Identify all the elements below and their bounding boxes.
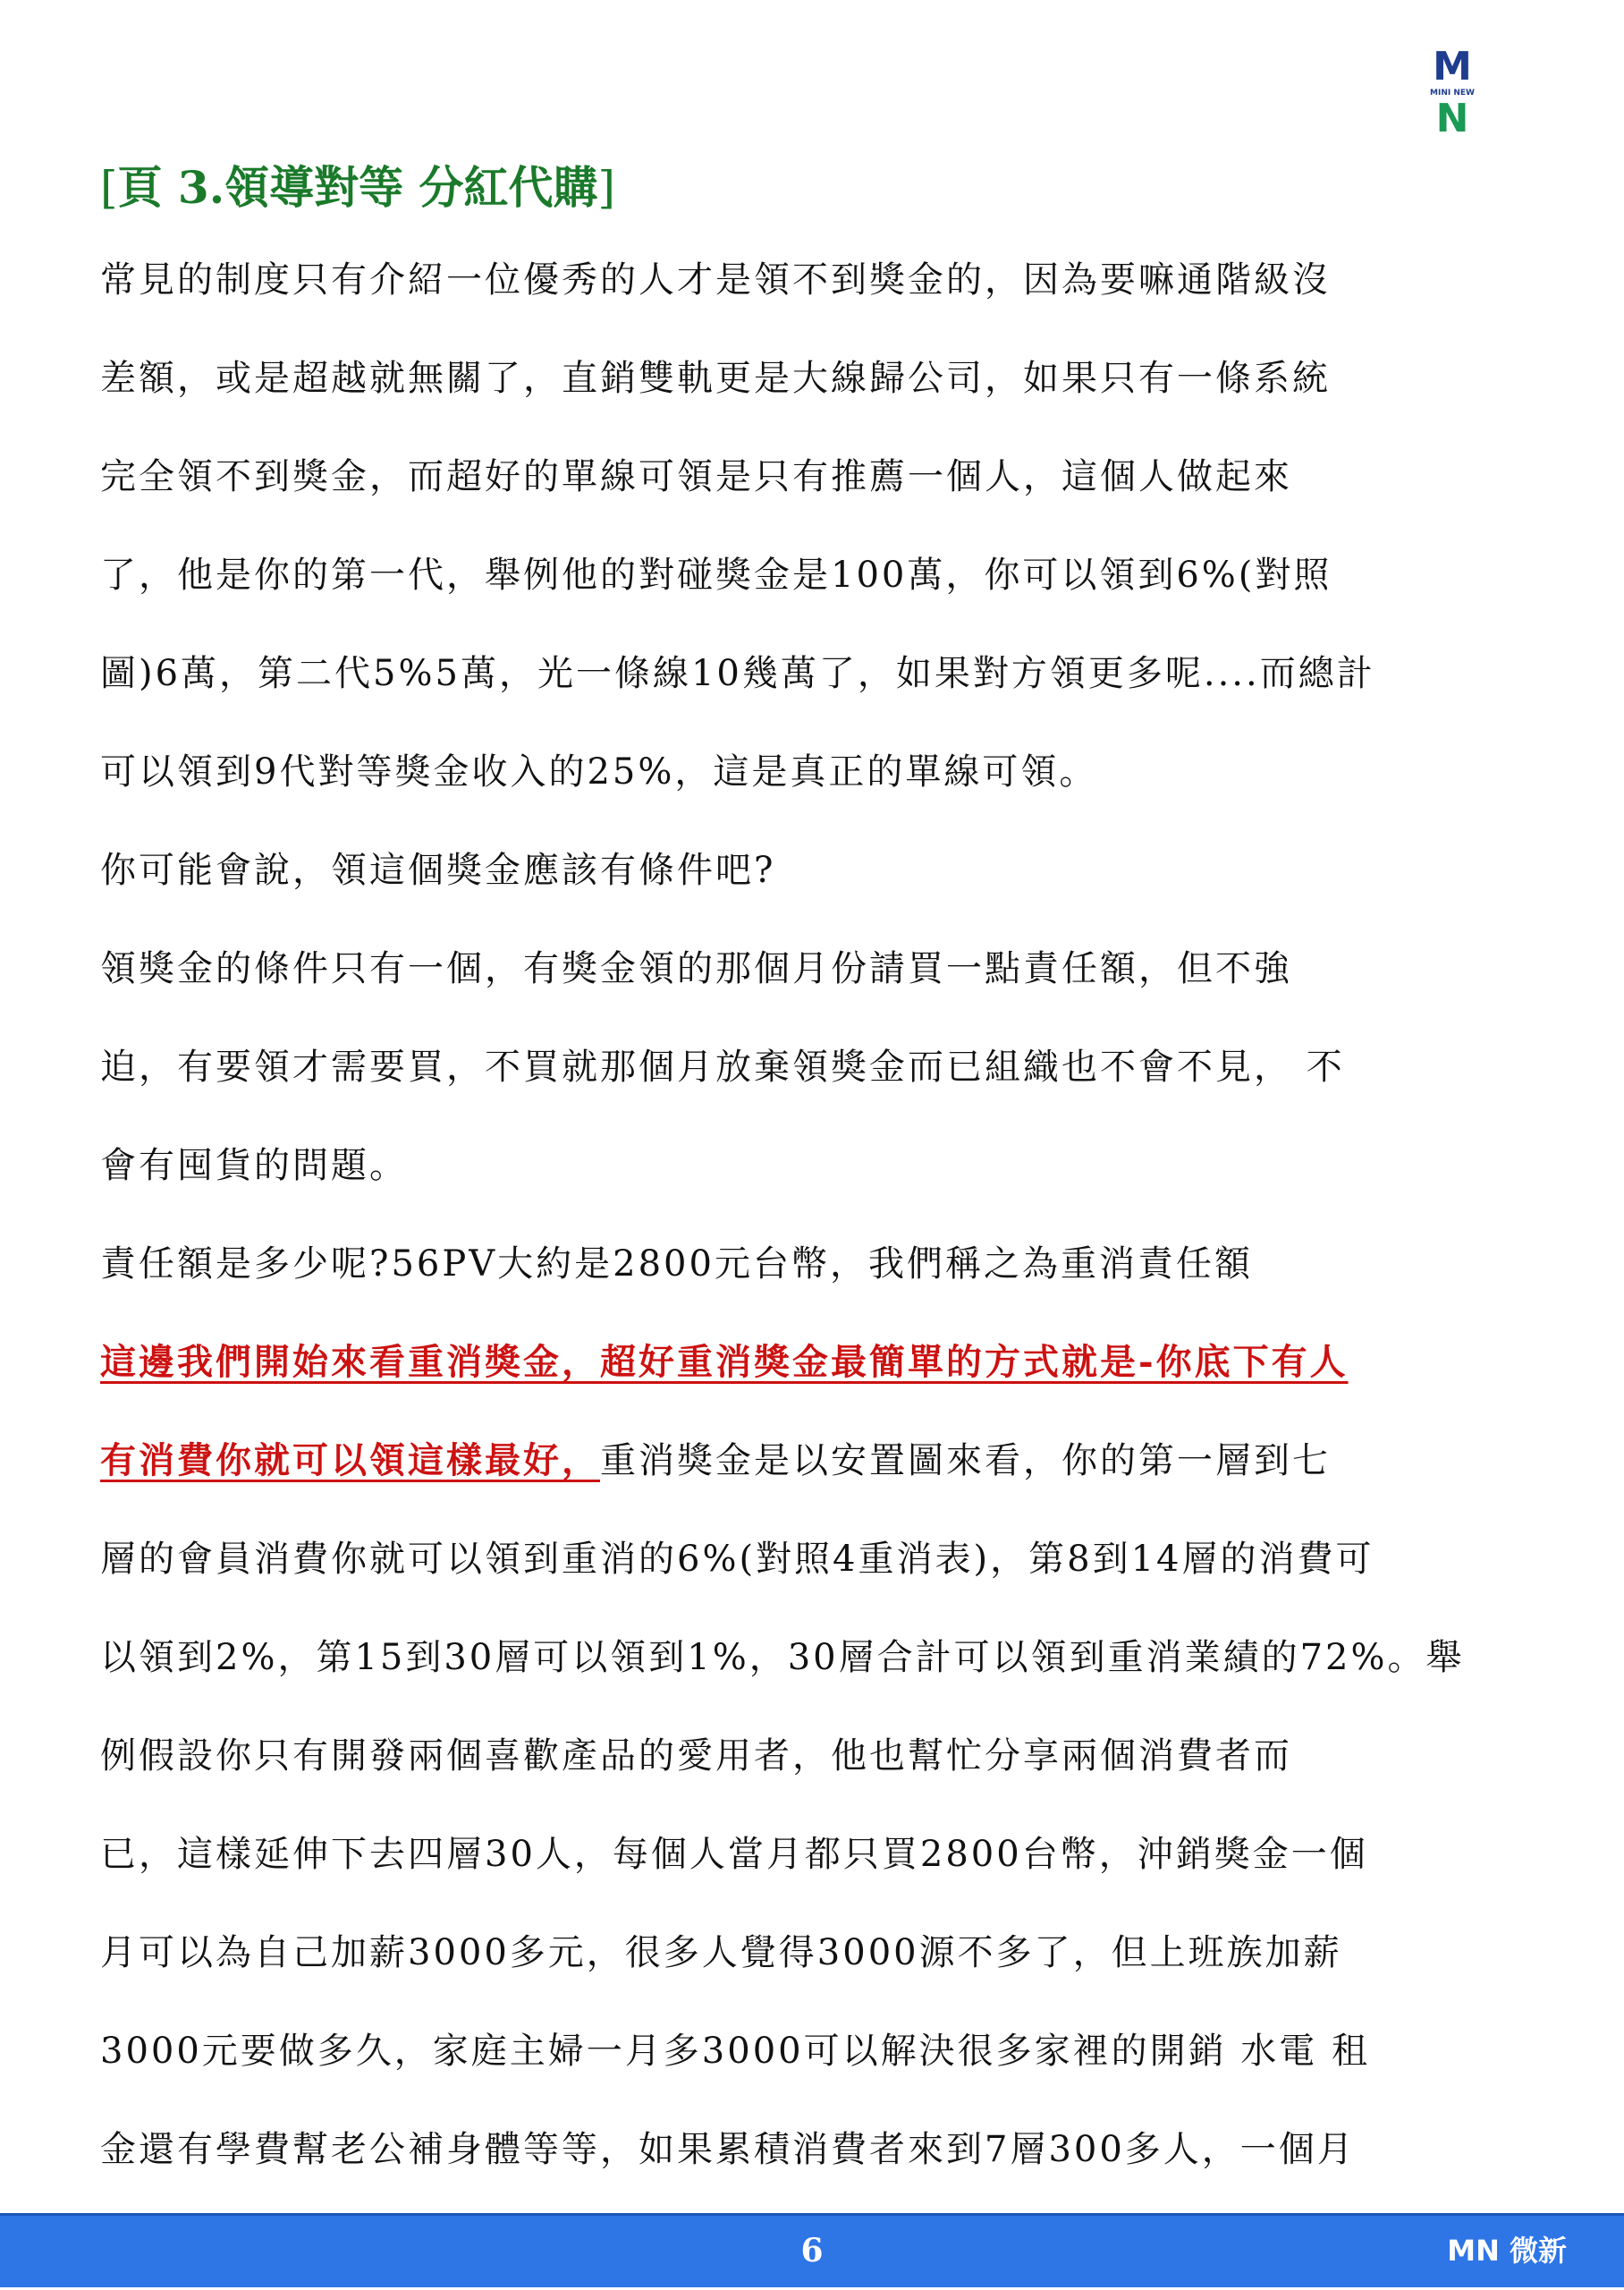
paragraph-line: 以領到2%，第15到30層可以領到1%，30層合計可以領到重消業績的72%。舉 xyxy=(100,1637,1465,1678)
heading-text: 頁 3.領導對等 分紅代購 xyxy=(117,161,598,214)
paragraph-line: 已，這樣延伸下去四層30人，每個人當月都只買2800台幣，沖銷獎金一個 xyxy=(100,1834,1368,1875)
highlight-text: 有消費你就可以領這樣最好， xyxy=(100,1439,600,1481)
mini-new-logo xyxy=(1422,44,1483,145)
paragraph-line: 層的會員消費你就可以領到重消的6%(對照4重消表)，第8到14層的消費可 xyxy=(100,1539,1374,1580)
document-body xyxy=(100,161,1522,2199)
paragraph-line: 圖)6萬，第二代5%5萬，光一條線10幾萬了，如果對方領更多呢....而總計 xyxy=(100,653,1375,694)
paragraph-line: 領獎金的條件只有一個，有獎金領的那個月份請買一點責任額，但不強 xyxy=(100,948,1292,989)
highlight-line xyxy=(100,1313,1522,1412)
footer-bar xyxy=(0,2213,1624,2287)
logo-subtitle: MINI NEW xyxy=(1430,89,1475,98)
paragraph-line: 例假設你只有開發兩個喜歡產品的愛用者，他也幫忙分享兩個消費者而 xyxy=(100,1735,1292,1777)
logo-letter-n: N xyxy=(1435,96,1469,141)
page-number: 6 xyxy=(800,2232,824,2269)
paragraph-line: 了，他是你的第一代，舉例他的對碰獎金是100萬，你可以領到6%(對照 xyxy=(100,555,1332,596)
highlight-text: 這邊我們開始來看重消獎金，超好重消獎金最簡單的方式就是-你底下有人 xyxy=(100,1341,1349,1383)
paragraph-line: 可以領到9代對等獎金收入的25%，這是真正的單線可領。 xyxy=(100,751,1098,793)
highlight-line-mixed xyxy=(100,1412,1522,1510)
paragraph-line: 常見的制度只有介紹一位優秀的人才是領不到獎金的，因為要嘛通階級沒 xyxy=(100,259,1331,301)
paragraph-line: 你可能會說，領這個獎金應該有條件吧? xyxy=(100,850,776,891)
heading-open-bracket: [ xyxy=(100,162,118,214)
paragraph-line: 會有囤貨的問題。 xyxy=(100,1145,408,1186)
paragraph-line: 3000元要做多久，家庭主婦一月多3000可以解決很多家裡的開銷 水電 租 xyxy=(100,2031,1371,2072)
logo-letter-m: M xyxy=(1433,44,1472,89)
paragraph-line: 差額，或是超越就無關了，直銷雙軌更是大線歸公司，如果只有一條系統 xyxy=(100,358,1331,399)
heading-close-bracket: ] xyxy=(597,162,616,214)
paragraph-line: 責任額是多少呢?56PV大約是2800元台幣，我們稱之為重消責任額 xyxy=(100,1243,1253,1285)
paragraph-line: 迫，有要領才需要買，不買就那個月放棄領獎金而已組織也不會不見， 不 xyxy=(100,1047,1345,1088)
section-heading xyxy=(100,161,1522,215)
paragraph-line: 完全領不到獎金，而超好的單線可領是只有推薦一個人，這個人做起來 xyxy=(100,456,1292,497)
paragraph-line: 金還有學費幫老公補身體等等，如果累積消費者來到7層300多人，一個月 xyxy=(100,2129,1356,2170)
paragraph-text: 重消獎金是以安置圖來看，你的第一層到七 xyxy=(600,1440,1331,1481)
footer-brand: MN 微新 xyxy=(1447,2234,1567,2268)
paragraph-line: 月可以為自己加薪3000多元，很多人覺得3000源不多了，但上班族加薪 xyxy=(100,1932,1342,1973)
